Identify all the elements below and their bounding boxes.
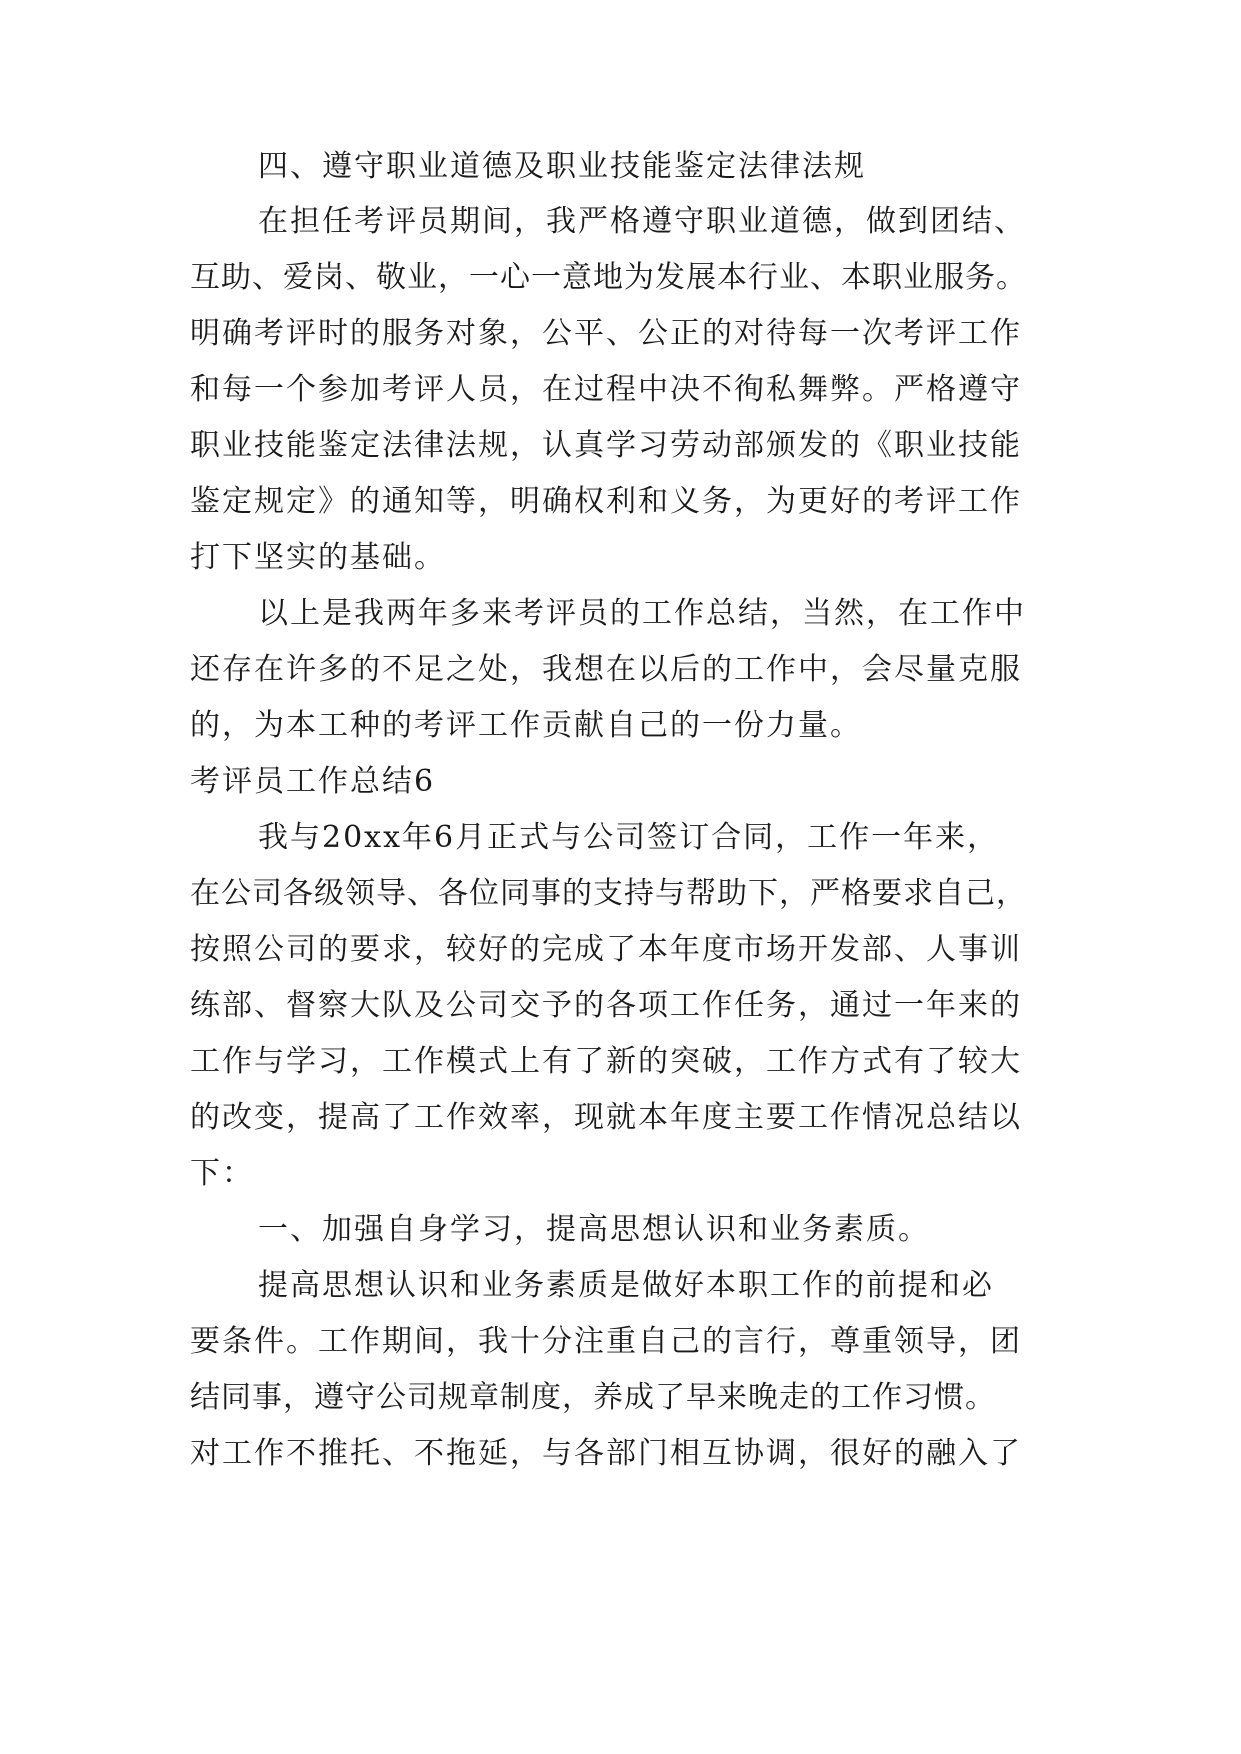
paragraph-line: 练部、督察大队及公司交予的各项工作任务，通过一年来的 (190, 988, 1022, 1023)
paragraph-line: 以上是我两年多来考评员的工作总结，当然，在工作中 (258, 596, 1026, 631)
paragraph-line: 和每一个参加考评人员，在过程中决不徇私舞弊。严格遵守 (190, 372, 1022, 407)
section-heading: 四、遵守职业道德及职业技能鉴定法律法规 (258, 149, 866, 184)
paragraph-line: 互助、爱岗、敬业，一心一意地为发展本行业、本职业服务。 (190, 260, 1027, 295)
paragraph-line: 对工作不推托、不拖延，与各部门相互协调，很好的融入了 (190, 1436, 1022, 1471)
paragraph-line: 我与20xx年6月正式与公司签订合同，工作一年来， (258, 820, 1000, 855)
paragraph-line: 工作与学习，工作模式上有了新的突破，工作方式有了较大 (190, 1044, 1022, 1079)
paragraph-line: 提高思想认识和业务素质是做好本职工作的前提和必 (258, 1268, 994, 1303)
paragraph-line: 结同事，遵守公司规章制度，养成了早来晚走的工作习惯。 (190, 1380, 996, 1415)
paragraph-line: 按照公司的要求，较好的完成了本年度市场开发部、人事训 (190, 932, 1022, 967)
section-title: 考评员工作总结6 (190, 764, 436, 799)
paragraph-line: 的改变，提高了工作效率，现就本年度主要工作情况总结以 (190, 1100, 1022, 1135)
paragraph-line: 打下坚实的基础。 (190, 540, 446, 575)
paragraph-line: 的，为本工种的考评工作贡献自己的一份力量。 (190, 708, 862, 743)
paragraph-line: 鉴定规定》的通知等，明确权利和义务，为更好的考评工作 (190, 484, 1022, 519)
paragraph-line: 在担任考评员期间，我严格遵守职业道德，做到团结、 (258, 204, 1026, 239)
paragraph-line: 在公司各级领导、各位同事的支持与帮助下，严格要求自己， (190, 876, 1027, 911)
paragraph-line: 下： (190, 1156, 254, 1191)
paragraph-line: 要条件。工作期间，我十分注重自己的言行，尊重领导，团 (190, 1324, 1022, 1359)
paragraph-line: 明确考评时的服务对象，公平、公正的对待每一次考评工作 (190, 316, 1022, 351)
paragraph-line: 还存在许多的不足之处，我想在以后的工作中，会尽量克服 (190, 652, 1022, 687)
section-heading: 一、加强自身学习，提高思想认识和业务素质。 (258, 1212, 930, 1247)
paragraph-line: 职业技能鉴定法律法规，认真学习劳动部颁发的《职业技能 (190, 428, 1022, 463)
